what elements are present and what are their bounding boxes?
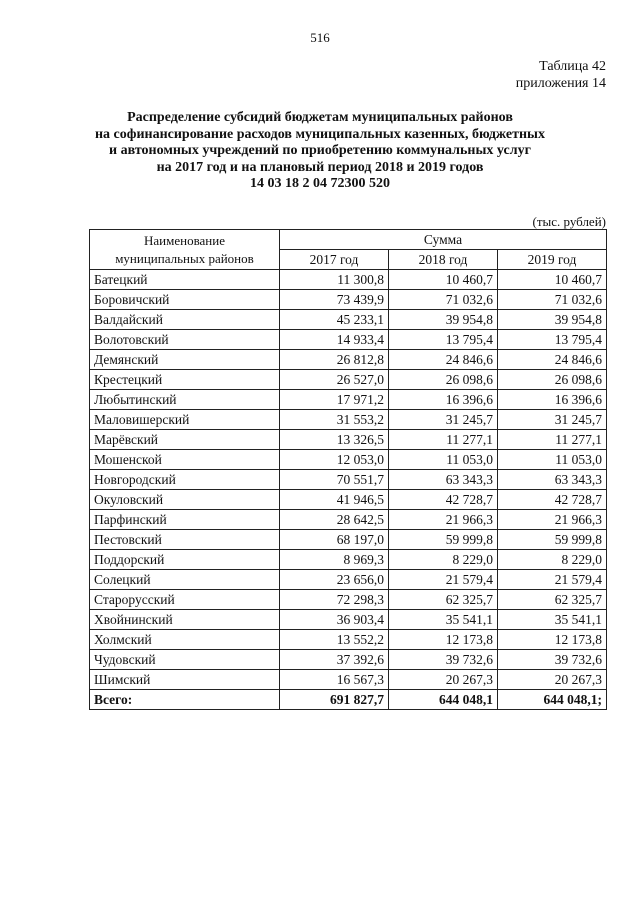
value-2017: 11 300,8 [280, 270, 389, 290]
value-2019: 11 053,0 [498, 450, 607, 470]
value-2017: 37 392,6 [280, 650, 389, 670]
units-label: (тыс. рублей) [532, 214, 606, 229]
district-name: Боровичский [90, 290, 280, 310]
value-2017: 13 326,5 [280, 430, 389, 450]
value-2019: 59 999,8 [498, 530, 607, 550]
table-row [90, 590, 607, 610]
table-reference-line1: Таблица 42 [539, 59, 606, 74]
total-label: Всего: [90, 690, 280, 710]
table-row [90, 270, 607, 290]
column-header-2018: 2018 год [389, 250, 498, 270]
value-2019: 8 229,0 [498, 550, 607, 570]
value-2017: 45 233,1 [280, 310, 389, 330]
value-2019: 39 954,8 [498, 310, 607, 330]
table-row [90, 310, 607, 330]
value-2018: 21 579,4 [389, 570, 498, 590]
total-row [90, 690, 607, 710]
value-2017: 72 298,3 [280, 590, 389, 610]
value-2019: 42 728,7 [498, 490, 607, 510]
district-name: Любытинский [90, 390, 280, 410]
value-2018: 35 541,1 [389, 610, 498, 630]
value-2018: 20 267,3 [389, 670, 498, 690]
value-2018: 11 053,0 [389, 450, 498, 470]
column-header-2019: 2019 год [498, 250, 607, 270]
table-row [90, 670, 607, 690]
district-name: Поддорский [90, 550, 280, 570]
value-2018: 8 229,0 [389, 550, 498, 570]
title-line5: 14 03 18 2 04 72300 520 [250, 176, 390, 191]
title-line4: на 2017 год и на плановый период 2018 и 2019 годов [156, 159, 484, 175]
value-2017: 13 552,2 [280, 630, 389, 650]
district-name: Парфинский [90, 510, 280, 530]
value-2019: 62 325,7 [498, 590, 607, 610]
district-name: Холмский [90, 630, 280, 650]
column-header-name [90, 230, 280, 270]
value-2017: 12 053,0 [280, 450, 389, 470]
value-2019: 24 846,6 [498, 350, 607, 370]
header-row [90, 230, 607, 250]
value-2019: 21 579,4 [498, 570, 607, 590]
value-2018: 26 098,6 [389, 370, 498, 390]
value-2019: 16 396,6 [498, 390, 607, 410]
table-row [90, 390, 607, 410]
value-2019: 63 343,3 [498, 470, 607, 490]
value-2017: 17 971,2 [280, 390, 389, 410]
column-header-sum: Сумма [280, 230, 607, 250]
value-2018: 71 032,6 [389, 290, 498, 310]
value-2019: 12 173,8 [498, 630, 607, 650]
value-2017: 8 969,3 [280, 550, 389, 570]
value-2018: 42 728,7 [389, 490, 498, 510]
value-2019: 26 098,6 [498, 370, 607, 390]
subsidy-table [89, 229, 607, 710]
value-2017: 41 946,5 [280, 490, 389, 510]
district-name: Окуловский [90, 490, 280, 510]
value-2017: 14 933,4 [280, 330, 389, 350]
value-2018: 39 732,6 [389, 650, 498, 670]
value-2018: 59 999,8 [389, 530, 498, 550]
value-2018: 10 460,7 [389, 270, 498, 290]
table-row [90, 550, 607, 570]
table-row [90, 630, 607, 650]
table-row [90, 610, 607, 630]
district-name: Демянский [90, 350, 280, 370]
value-2019: 13 795,4 [498, 330, 607, 350]
value-2018: 39 954,8 [389, 310, 498, 330]
value-2018: 24 846,6 [389, 350, 498, 370]
district-name: Чудовский [90, 650, 280, 670]
total-2017: 691 827,7 [280, 690, 389, 710]
table-row [90, 450, 607, 470]
value-2018: 62 325,7 [389, 590, 498, 610]
title-line3: и автономных учреждений по приобретению коммунальных услуг [109, 143, 531, 158]
district-name: Мошенской [90, 450, 280, 470]
value-2018: 31 245,7 [389, 410, 498, 430]
value-2019: 10 460,7 [498, 270, 607, 290]
table-row [90, 470, 607, 490]
table-reference [516, 58, 606, 92]
value-2017: 23 656,0 [280, 570, 389, 590]
table-row [90, 650, 607, 670]
table-row [90, 370, 607, 390]
total-2019: 644 048,1; [498, 690, 607, 710]
district-name: Крестецкий [90, 370, 280, 390]
value-2017: 36 903,4 [280, 610, 389, 630]
district-name: Новгородский [90, 470, 280, 490]
value-2018: 16 396,6 [389, 390, 498, 410]
value-2017: 28 642,5 [280, 510, 389, 530]
value-2018: 12 173,8 [389, 630, 498, 650]
table-row [90, 570, 607, 590]
value-2019: 11 277,1 [498, 430, 607, 450]
table-row [90, 530, 607, 550]
district-name: Шимский [90, 670, 280, 690]
table-row [90, 330, 607, 350]
value-2019: 31 245,7 [498, 410, 607, 430]
value-2018: 11 277,1 [389, 430, 498, 450]
value-2017: 31 553,2 [280, 410, 389, 430]
title-line1: Распределение субсидий бюджетам муниципальных районов [127, 110, 513, 125]
value-2017: 16 567,3 [280, 670, 389, 690]
title-line2: на софинансирование расходов муниципальных казенных, бюджетных [94, 126, 545, 142]
district-name: Волотовский [90, 330, 280, 350]
district-name: Маловишерский [90, 410, 280, 430]
table-row [90, 490, 607, 510]
district-name: Батецкий [90, 270, 280, 290]
table-row [90, 290, 607, 310]
table-row [90, 430, 607, 450]
value-2019: 71 032,6 [498, 290, 607, 310]
value-2017: 70 551,7 [280, 470, 389, 490]
column-header-2017: 2017 год [280, 250, 389, 270]
value-2017: 26 527,0 [280, 370, 389, 390]
table-row [90, 510, 607, 530]
page-number: 516 [310, 30, 330, 45]
document-title [60, 110, 580, 193]
column-header-name-line2: муниципальных районов [115, 250, 254, 266]
value-2019: 35 541,1 [498, 610, 607, 630]
value-2017: 68 197,0 [280, 530, 389, 550]
value-2017: 26 812,8 [280, 350, 389, 370]
district-name: Солецкий [90, 570, 280, 590]
value-2018: 63 343,3 [389, 470, 498, 490]
district-name: Хвойнинский [90, 610, 280, 630]
table-reference-line2: приложения 14 [515, 76, 606, 91]
value-2019: 39 732,6 [498, 650, 607, 670]
value-2017: 73 439,9 [280, 290, 389, 310]
total-2018: 644 048,1 [389, 690, 498, 710]
value-2018: 13 795,4 [389, 330, 498, 350]
district-name: Валдайский [90, 310, 280, 330]
table-row [90, 410, 607, 430]
district-name: Пестовский [90, 530, 280, 550]
district-name: Марёвский [90, 430, 280, 450]
value-2019: 20 267,3 [498, 670, 607, 690]
district-name: Старорусский [90, 590, 280, 610]
table-row [90, 350, 607, 370]
value-2019: 21 966,3 [498, 510, 607, 530]
value-2018: 21 966,3 [389, 510, 498, 530]
column-header-name-line1: Наименование [144, 232, 225, 248]
